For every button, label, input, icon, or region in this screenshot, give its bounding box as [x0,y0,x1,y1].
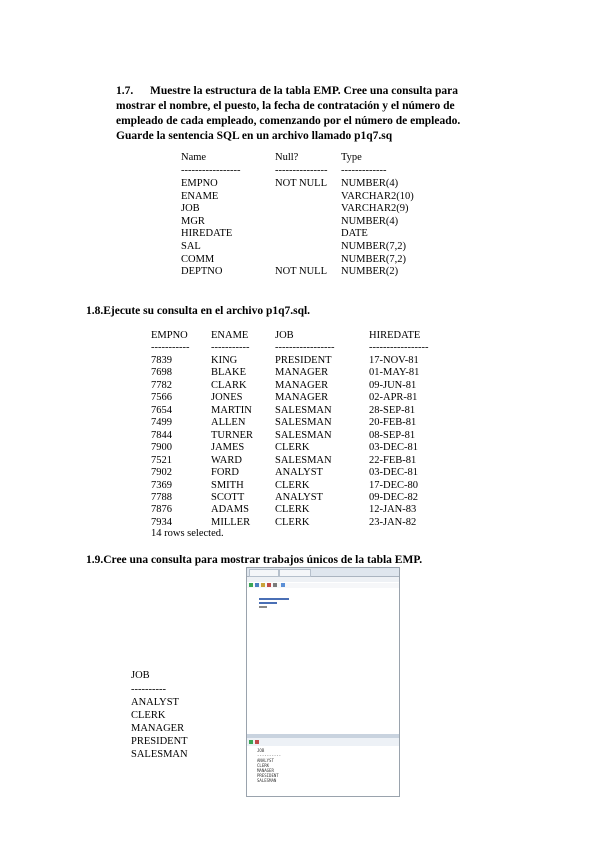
describe-cell-name: EMPNO [181,178,218,189]
emp-cell-job: SALESMAN [275,417,332,429]
screenshot-sql-editor [247,592,399,732]
section-17-number: 1.7. [116,85,134,97]
describe-sep-type: ------------- [341,165,387,176]
job-item: SALESMAN [131,749,188,760]
emp-header-ename: ENAME [211,330,249,341]
emp-cell-hiredate: 17-NOV-81 [369,355,419,366]
emp-cell-hiredate: 09-DEC-82 [369,491,418,503]
results-line: SALESMAN [257,778,277,783]
results-line: PRESIDENT [257,773,279,778]
describe-sep-name: ----------------- [181,165,241,176]
emp-cell-empno: 7934 [151,516,172,528]
emp-sep-empno: ----------- [151,342,190,353]
emp-cell-ename: SCOTT [211,491,245,503]
describe-header-null: Null? [275,152,299,163]
describe-cell-type: VARCHAR2(9) [341,203,409,215]
emp-cell-ename: JAMES [211,442,245,454]
job-item: CLERK [131,710,166,721]
sql-developer-screenshot [246,567,400,797]
emp-header-empno: EMPNO [151,330,188,341]
describe-cell-null: NOT NULL [275,178,328,189]
describe-cell-name: MGR [181,215,205,227]
emp-cell-job: CLERK [275,479,310,491]
commit-icon [261,583,265,587]
emp-cell-ename: FORD [211,467,240,479]
screenshot-results-output [257,748,281,783]
emp-cell-job: CLERK [275,516,310,528]
results-line: ANALYST [257,758,274,763]
job-item: MANAGER [131,723,185,734]
results-line: ---------- [257,753,282,758]
describe-cell-type: NUMBER(7,2) [341,241,407,252]
editor-line [259,606,267,608]
emp-cell-empno: 7698 [151,367,172,379]
emp-cell-hiredate: 20-FEB-81 [369,417,417,429]
emp-cell-job: CLERK [275,504,310,516]
emp-cell-hiredate: 02-APR-81 [369,392,418,404]
emp-sep-hiredate: ----------------- [369,342,429,353]
emp-cell-ename: BLAKE [211,367,246,379]
editor-line [259,598,289,600]
emp-cell-ename: TURNER [211,429,253,441]
jobs-separator: ---------- [131,684,166,695]
emp-cell-hiredate: 09-JUN-81 [369,379,417,391]
describe-cell-type: DATE [341,228,368,240]
emp-cell-job: CLERK [275,442,310,454]
screenshot-toolbar [247,577,399,582]
screenshot-toolbar-2 [247,583,399,588]
emp-cell-job: ANALYST [275,467,323,479]
emp-cell-ename: SMITH [211,479,244,491]
clear-icon [273,583,277,587]
emp-cell-empno: 7566 [151,392,172,404]
emp-header-hiredate: HIREDATE [369,330,421,341]
describe-header-type: Type [341,152,362,163]
section-17-line-1: Muestre la estructura de la tabla EMP. Cree una consulta para [150,85,459,97]
section-18-heading: 1.8.Ejecute su consulta en el archivo p1q7.sql. [86,305,311,317]
emp-cell-ename: KING [211,355,238,366]
emp-cell-ename: MILLER [211,516,251,528]
describe-cell-name: SAL [181,241,201,252]
describe-cell-type: NUMBER(4) [341,215,399,227]
emp-cell-ename: ALLEN [211,417,246,429]
script-icon [255,583,259,587]
emp-cell-hiredate: 03-DEC-81 [369,467,418,479]
emp-cell-hiredate: 03-DEC-81 [369,442,418,454]
run-icon [249,583,253,587]
emp-cell-empno: 7499 [151,417,172,429]
section-17-line-3: empleado de cada empleado, comenzando por el número de empleado. [116,115,461,127]
emp-table-footer: 14 rows selected. [151,528,224,539]
describe-cell-type: NUMBER(2) [341,266,399,278]
results-line: MANAGER [257,768,274,773]
results-line: CLERK [257,763,270,768]
emp-cell-job: SALESMAN [275,404,332,416]
screenshot-tab-strip [247,568,399,577]
editor-line [259,602,277,604]
emp-cell-empno: 7902 [151,467,172,479]
describe-cell-null: NOT NULL [275,266,328,278]
emp-cell-empno: 7782 [151,379,172,391]
emp-cell-job: SALESMAN [275,429,332,441]
results-line: JOB [257,748,265,753]
emp-cell-ename: MARTIN [211,404,252,416]
emp-cell-empno: 7654 [151,404,172,416]
emp-cell-job: SALESMAN [275,454,332,466]
emp-cell-hiredate: 12-JAN-83 [369,504,417,516]
job-item: ANALYST [131,697,179,708]
emp-sep-ename: ----------- [211,342,250,353]
emp-cell-empno: 7839 [151,355,172,366]
emp-cell-hiredate: 17-DEC-80 [369,479,418,491]
emp-cell-hiredate: 22-FEB-81 [369,454,417,466]
emp-cell-empno: 7369 [151,479,172,491]
describe-header-name: Name [181,152,207,163]
emp-cell-empno: 7844 [151,429,172,441]
emp-header-job: JOB [275,330,294,341]
emp-cell-hiredate: 08-SEP-81 [369,429,416,441]
emp-cell-hiredate: 23-JAN-82 [369,516,417,528]
describe-cell-name: HIREDATE [181,228,233,240]
emp-cell-job: ANALYST [275,491,323,503]
explain-icon [281,583,285,587]
section-17-line-2: mostrar el nombre, el puesto, la fecha de contratación y el número de [116,100,455,112]
screenshot-tab [279,569,311,577]
emp-cell-empno: 7900 [151,442,172,454]
emp-cell-hiredate: 01-MAY-81 [369,367,420,379]
emp-cell-ename: WARD [211,454,242,466]
describe-cell-type: NUMBER(7,2) [341,253,407,265]
describe-cell-name: ENAME [181,190,219,202]
results-stop-icon [255,740,259,744]
screenshot-tab [249,569,279,577]
section-17-line-4: Guarde la sentencia SQL en un archivo llamado p1q7.sq [116,130,393,142]
emp-cell-job: MANAGER [275,392,329,404]
screenshot-results-toolbar [247,738,399,746]
rollback-icon [267,583,271,587]
jobs-header: JOB [131,670,150,681]
emp-cell-empno: 7521 [151,454,172,466]
describe-sep-null: --------------- [275,165,328,176]
emp-cell-hiredate: 28-SEP-81 [369,404,416,416]
emp-cell-ename: CLARK [211,379,247,391]
emp-cell-job: MANAGER [275,379,329,391]
describe-cell-type: NUMBER(4) [341,178,399,189]
emp-cell-empno: 7788 [151,491,172,503]
describe-cell-name: COMM [181,253,215,265]
results-icon [249,740,253,744]
section-19-heading: 1.9.Cree una consulta para mostrar trabajos únicos de la tabla EMP. [86,554,423,566]
job-item: PRESIDENT [131,736,188,747]
describe-cell-name: JOB [181,203,200,215]
emp-sep-job: ----------------- [275,342,335,353]
emp-cell-empno: 7876 [151,504,172,516]
describe-cell-type: VARCHAR2(10) [341,190,414,202]
emp-cell-ename: JONES [211,392,243,404]
emp-cell-ename: ADAMS [211,504,249,516]
emp-cell-job: MANAGER [275,367,329,379]
emp-cell-job: PRESIDENT [275,355,332,366]
describe-cell-name: DEPTNO [181,266,223,278]
